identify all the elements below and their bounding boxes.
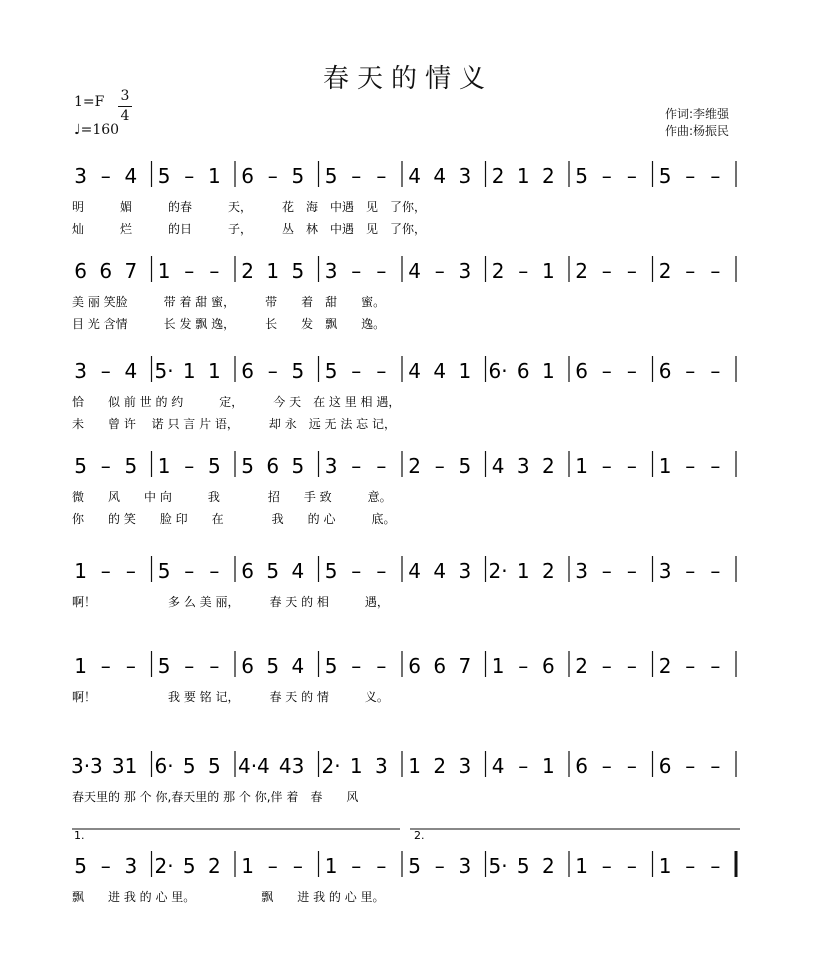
note: 3 [74, 164, 87, 188]
staff-row [71, 751, 736, 804]
note: 5 [124, 454, 138, 478]
note: 7 [458, 654, 472, 678]
note: 2· [154, 854, 174, 878]
note: 5 [324, 164, 338, 188]
dash-mark: – [710, 854, 721, 878]
note: 6 [542, 654, 555, 678]
note: 5 [266, 559, 280, 583]
song-title: 春天的情义 [322, 64, 493, 94]
dash-mark: – [685, 164, 696, 188]
note: 43 [278, 754, 305, 778]
note: 3 [458, 854, 472, 878]
dash-mark: – [351, 654, 362, 678]
dash-mark: – [100, 654, 111, 678]
note: 2 [491, 164, 505, 188]
dash-mark: – [184, 454, 195, 478]
note: 1 [324, 854, 338, 878]
dash-mark: – [351, 359, 362, 383]
note: 2 [408, 454, 421, 478]
note: 1 [542, 259, 555, 283]
lyric-line: 飘 进 我 的 心 里。 飘 进 我 的 心 里。 [72, 890, 385, 904]
note: 6 [433, 654, 447, 678]
note: 1 [408, 754, 421, 778]
note: 6 [516, 359, 530, 383]
note: 2 [658, 259, 672, 283]
dash-mark: – [710, 654, 721, 678]
note: 4 [491, 754, 505, 778]
dash-mark: – [710, 359, 721, 383]
note: 5 [291, 164, 305, 188]
dash-mark: – [518, 754, 529, 778]
note: 3 [575, 559, 588, 583]
lyric-line: 春天里的 那 个 你,春天里的 那 个 你,伴 着 春 风 [72, 790, 359, 804]
lyric-line: 你 的 笑 脸 印 在 我 的 心 底。 [72, 512, 396, 526]
note: 6 [658, 754, 672, 778]
note: 5 [291, 454, 305, 478]
note: 5 [208, 454, 221, 478]
note: 1 [491, 654, 505, 678]
dash-mark: – [184, 164, 195, 188]
note: 6 [241, 654, 254, 678]
note: 5 [208, 754, 221, 778]
note: 4 [291, 559, 305, 583]
dash-mark: – [685, 654, 696, 678]
note: 5 [157, 559, 171, 583]
note: 3 [458, 164, 472, 188]
dash-mark: – [626, 454, 637, 478]
dash-mark: – [351, 164, 362, 188]
dash-mark: – [518, 654, 529, 678]
dash-mark: – [376, 454, 387, 478]
note: 2· [488, 559, 508, 583]
dash-mark: – [434, 259, 445, 283]
dash-mark: – [209, 259, 220, 283]
dash-mark: – [100, 854, 111, 878]
dash-mark: – [626, 559, 637, 583]
note: 4 [491, 454, 505, 478]
note: 1 [241, 854, 254, 878]
staff-row [72, 356, 736, 431]
note: 4 [408, 259, 421, 283]
lyric-line: 恰 似 前 世 的 约 定， 今 天 在 这 里 相 遇， [72, 395, 401, 409]
note: 2 [208, 854, 221, 878]
dash-mark: – [376, 854, 387, 878]
note: 5 [157, 654, 171, 678]
staff-row [72, 651, 736, 704]
dash-mark: – [184, 654, 195, 678]
dash-mark: – [376, 259, 387, 283]
note: 5 [74, 854, 87, 878]
dash-mark: – [685, 754, 696, 778]
note: 3 [124, 854, 138, 878]
note: 1 [157, 259, 171, 283]
dash-mark: – [685, 559, 696, 583]
note: 3 [375, 754, 388, 778]
dash-mark: – [125, 654, 136, 678]
dash-mark: – [626, 754, 637, 778]
dash-mark: – [184, 259, 195, 283]
dash-mark: – [710, 259, 721, 283]
staff-row [72, 161, 736, 236]
note: 4 [433, 559, 447, 583]
tempo-marking: ♩=160 [74, 122, 120, 138]
lyricist-credit: 作词:李维强 [665, 107, 730, 121]
note: 4 [124, 164, 138, 188]
note: 6 [575, 359, 588, 383]
dash-mark: – [125, 559, 136, 583]
note: 5 [182, 854, 196, 878]
note: 5 [157, 164, 171, 188]
dash-mark: – [376, 559, 387, 583]
dash-mark: – [100, 559, 111, 583]
dash-mark: – [601, 164, 612, 188]
note: 1 [542, 754, 555, 778]
note: 3 [458, 259, 472, 283]
dash-mark: – [434, 854, 445, 878]
note: 5 [408, 854, 421, 878]
note: 2 [575, 654, 588, 678]
note: 3 [324, 259, 338, 283]
note: 6 [74, 259, 87, 283]
note: 1 [542, 359, 555, 383]
dash-mark: – [209, 559, 220, 583]
dash-mark: – [710, 164, 721, 188]
note: 5 [241, 454, 254, 478]
time-signature-top: 3 [120, 88, 130, 104]
note: 5 [291, 359, 305, 383]
volta-2-label: 2. [414, 829, 425, 842]
dash-mark: – [100, 164, 111, 188]
dash-mark: – [601, 654, 612, 678]
note: 6· [488, 359, 508, 383]
note: 1 [182, 359, 196, 383]
dash-mark: – [184, 559, 195, 583]
note: 2 [433, 754, 447, 778]
note: 1 [575, 454, 588, 478]
dash-mark: – [100, 454, 111, 478]
note: 5 [324, 654, 338, 678]
lyric-line: 未 曾 许 诺 只 言 片 语， 却 永 远 无 法 忘 记， [72, 417, 396, 431]
note: 5· [488, 854, 508, 878]
dash-mark: – [626, 854, 637, 878]
time-signature-bottom: 4 [120, 108, 130, 124]
dash-mark: – [434, 454, 445, 478]
note: 2 [491, 259, 505, 283]
note: 2 [542, 559, 555, 583]
staff-row [72, 829, 740, 904]
note: 5 [658, 164, 672, 188]
dash-mark: – [267, 164, 278, 188]
lyric-line: 美 丽 笑脸 带 着 甜 蜜， 带 着 甜 蜜。 [72, 295, 386, 309]
note: 5 [182, 754, 196, 778]
note: 4·4 [237, 754, 270, 778]
note: 4 [291, 654, 305, 678]
note: 2 [658, 654, 672, 678]
key-signature: 1=F [74, 94, 105, 110]
volta-1-label: 1. [74, 829, 85, 842]
dash-mark: – [685, 359, 696, 383]
note: 5 [516, 854, 530, 878]
note: 31 [111, 754, 138, 778]
note: 1 [208, 164, 221, 188]
dash-mark: – [601, 559, 612, 583]
dash-mark: – [626, 259, 637, 283]
note: 1 [516, 559, 530, 583]
dash-mark: – [292, 854, 303, 878]
note: 6 [408, 654, 421, 678]
staff-row [72, 451, 736, 526]
note: 3 [516, 454, 530, 478]
dash-mark: – [710, 454, 721, 478]
note: 6 [575, 754, 588, 778]
note: 1 [349, 754, 363, 778]
dash-mark: – [710, 754, 721, 778]
note: 5 [575, 164, 588, 188]
note: 7 [124, 259, 138, 283]
note: 1 [658, 854, 672, 878]
dash-mark: – [100, 359, 111, 383]
dash-mark: – [601, 454, 612, 478]
note: 4 [124, 359, 138, 383]
note: 1 [458, 359, 472, 383]
note: 3 [458, 754, 472, 778]
note: 1 [157, 454, 171, 478]
note: 2 [542, 854, 555, 878]
dash-mark: – [601, 259, 612, 283]
dash-mark: – [518, 259, 529, 283]
note: 6· [154, 754, 174, 778]
note: 1 [516, 164, 530, 188]
dash-mark: – [685, 454, 696, 478]
note: 3·3 [70, 754, 103, 778]
dash-mark: – [685, 259, 696, 283]
dash-mark: – [626, 654, 637, 678]
note: 1 [266, 259, 280, 283]
dash-mark: – [626, 359, 637, 383]
dash-mark: – [351, 559, 362, 583]
note: 2 [542, 164, 555, 188]
note: 6 [99, 259, 113, 283]
note: 3 [74, 359, 87, 383]
lyric-line: 微 风 中 向 我 招 手 致 意。 [72, 490, 392, 504]
note: 6 [241, 359, 254, 383]
dash-mark: – [376, 359, 387, 383]
note: 4 [408, 559, 421, 583]
note: 1 [74, 559, 87, 583]
dash-mark: – [376, 654, 387, 678]
dash-mark: – [376, 164, 387, 188]
lyric-line: 啊！ 我 要 铭 记， 春 天 的 情 义。 [72, 690, 389, 704]
note: 3 [324, 454, 338, 478]
dash-mark: – [601, 359, 612, 383]
note: 5· [154, 359, 174, 383]
dash-mark: – [626, 164, 637, 188]
dash-mark: – [601, 754, 612, 778]
note: 6 [266, 454, 280, 478]
note: 4 [408, 164, 421, 188]
note: 2 [241, 259, 254, 283]
note: 4 [433, 164, 447, 188]
lyric-line: 明 媚 的春 天， 花 海 中遇 见 了你， [72, 200, 427, 214]
dash-mark: – [351, 259, 362, 283]
note: 6 [241, 559, 254, 583]
note: 6 [241, 164, 254, 188]
dash-mark: – [601, 854, 612, 878]
staff-row [72, 556, 736, 609]
note: 4 [433, 359, 447, 383]
lyric-line: 目 光 含情 长 发 飘 逸， 长 发 飘 逸。 [72, 317, 386, 331]
note: 5 [324, 359, 338, 383]
note: 3 [658, 559, 672, 583]
lyric-line: 灿 烂 的日 子， 丛 林 中遇 见 了你， [72, 222, 427, 236]
composer-credit: 作曲:杨振民 [665, 124, 730, 138]
note: 1 [74, 654, 87, 678]
note: 4 [408, 359, 421, 383]
note: 1 [658, 454, 672, 478]
note: 6 [658, 359, 672, 383]
note: 2· [321, 754, 341, 778]
dash-mark: – [685, 854, 696, 878]
note: 1 [575, 854, 588, 878]
note: 5 [266, 654, 280, 678]
note: 2 [575, 259, 588, 283]
dash-mark: – [710, 559, 721, 583]
dash-mark: – [267, 854, 278, 878]
staff-row [72, 256, 736, 331]
note: 5 [74, 454, 87, 478]
dash-mark: – [267, 359, 278, 383]
note: 5 [458, 454, 472, 478]
note: 3 [458, 559, 472, 583]
dash-mark: – [351, 854, 362, 878]
note: 2 [542, 454, 555, 478]
note: 1 [208, 359, 221, 383]
note: 5 [324, 559, 338, 583]
note: 5 [291, 259, 305, 283]
lyric-line: 啊！ 多 么 美 丽， 春 天 的 相 遇， [72, 595, 389, 609]
dash-mark: – [209, 654, 220, 678]
dash-mark: – [351, 454, 362, 478]
